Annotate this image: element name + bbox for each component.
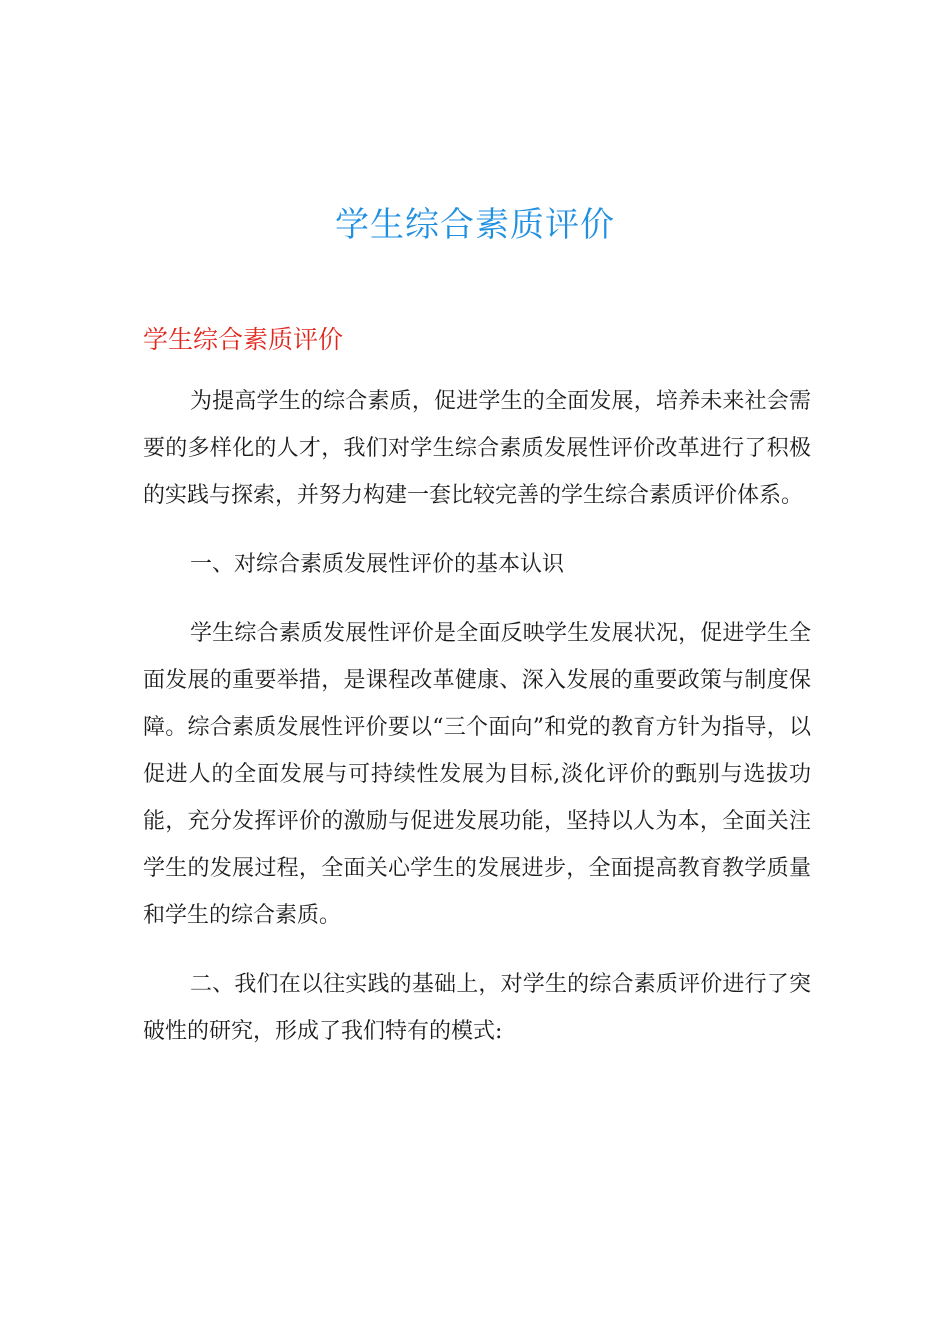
document-title: 学生综合素质评价 xyxy=(335,205,615,245)
paragraph-basic-understanding: 学生综合素质发展性评价是全面反映学生发展状况，促进学生全面发展的重要举措，是课程改革健康、深入发展的重要政策与制度保障。综合素质发展性评价要以“三个面向”和党的教育方针为指导，以促进人的全面发展与可持续性发展为目标,淡化评价的甄别与选拔功能，充分发挥评价的激励与促进发展功能，坚持以人为本，全面关注学生的发展过程，全面关心学生的发展进步，全面提高教育教学质量和学生的综合素质。 xyxy=(143,621,811,928)
paragraph-heading-two: 二、我们在以往实践的基础上，对学生的综合素质评价进行了突破性的研究，形成了我们特有的模式: xyxy=(143,972,811,1044)
section-heading: 学生综合素质评价 xyxy=(143,325,344,354)
paragraph-heading-one: 一、对综合素质发展性评价的基本认识 xyxy=(190,552,565,577)
paragraph-intro: 为提高学生的综合素质，促进学生的全面发展，培养未来社会需要的多样化的人才，我们对学生综合素质发展性评价改革进行了积极的实践与探索，并努力构建一套比较完善的学生综合素质评价体系。 xyxy=(143,389,811,508)
document-body xyxy=(143,378,811,1055)
